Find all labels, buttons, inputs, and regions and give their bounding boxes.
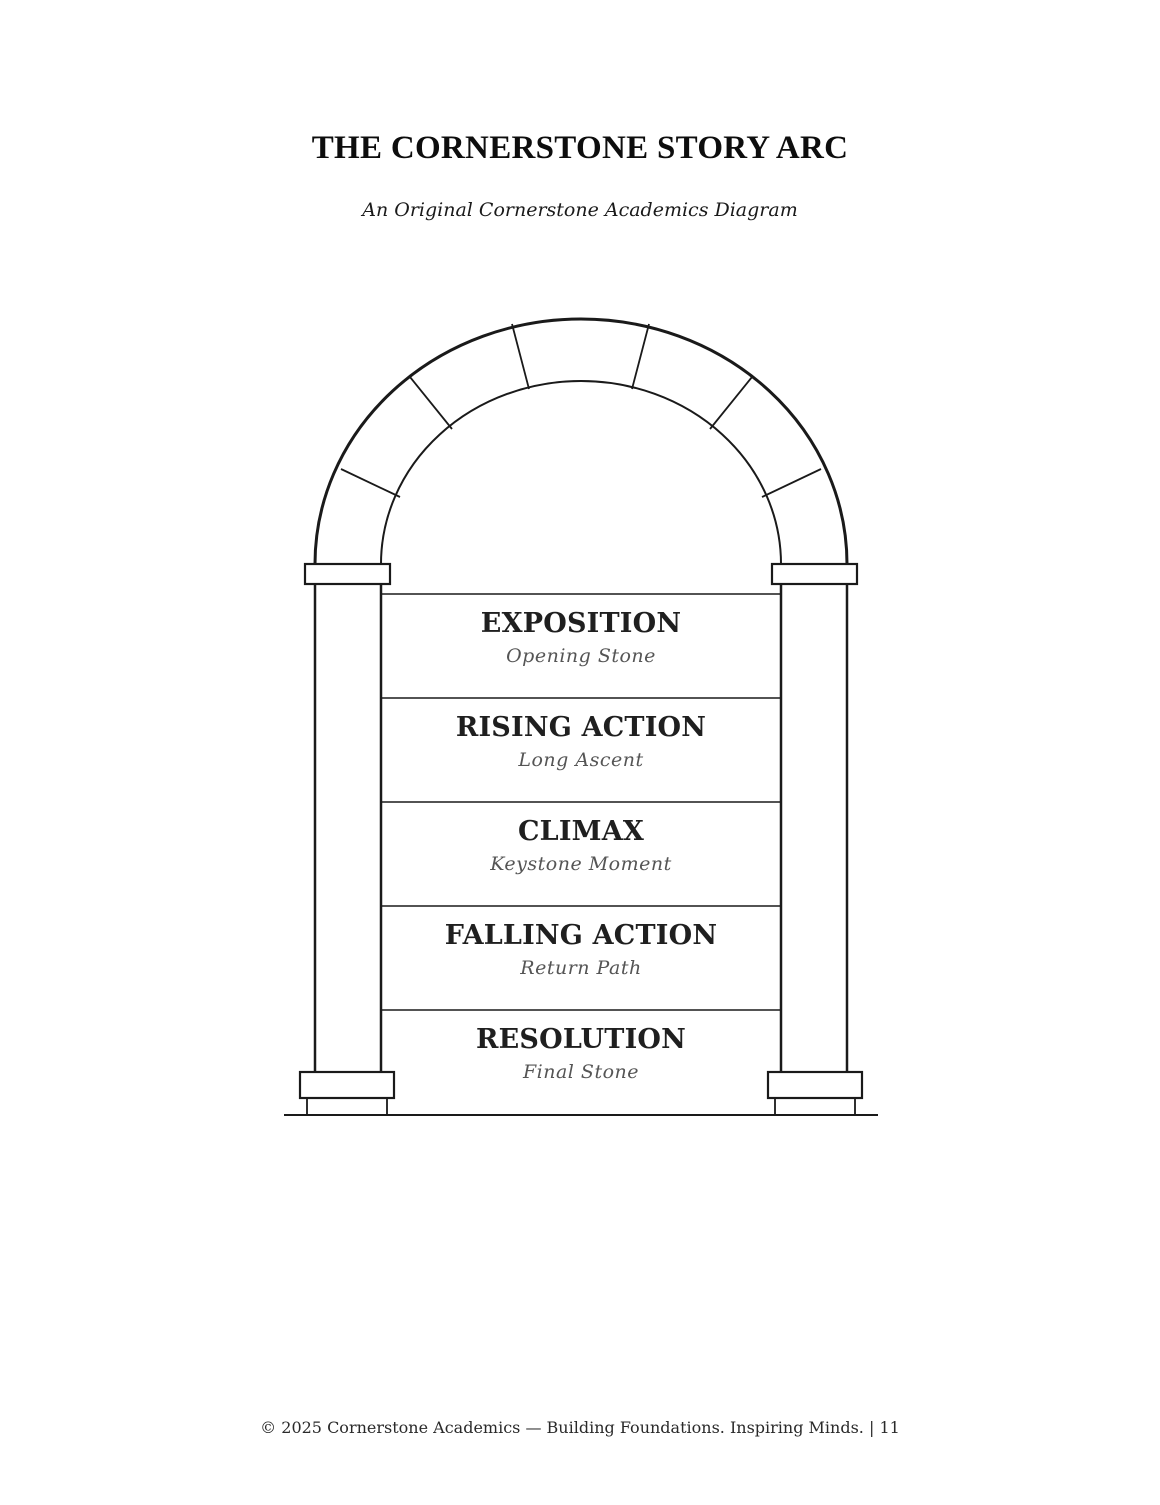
page-subtitle: An Original Cornerstone Academics Diagram [362,199,798,221]
stage-falling-action [381,906,781,1010]
stage-name: RESOLUTION [475,1024,686,1055]
stage-subtitle: Final Stone [522,1061,639,1083]
stage-name: CLIMAX [517,816,645,847]
stage-subtitle: Keystone Moment [490,853,672,875]
arch-joint [762,469,821,497]
stage-exposition [381,594,781,698]
arch-joint [632,324,649,389]
stage-subtitle: Opening Stone [506,645,656,667]
stage-name: EXPOSITION [480,608,682,639]
page-title: THE CORNERSTONE STORY ARC [311,130,849,166]
right-base [768,1072,862,1098]
right-capital [772,564,857,584]
stage-rising-action [381,698,781,802]
arch-joint [410,377,452,429]
left-capital [305,564,390,584]
stage-name: RISING ACTION [455,712,707,743]
stage-name: FALLING ACTION [444,920,718,951]
arch-joint [512,324,529,389]
arch-joint [341,469,400,497]
left-plinth [307,1098,387,1115]
arch-outer-curve [315,319,847,564]
arch-joint [710,377,752,429]
arch-inner-curve [381,381,781,564]
page-footer: © 2025 Cornerstone Academics — Building Foundations. Inspiring Minds. | 11 [260,1418,900,1437]
stage-resolution [381,1010,781,1114]
left-base [300,1072,394,1098]
right-plinth [775,1098,855,1115]
stage-subtitle: Long Ascent [518,749,644,771]
stage-climax [381,802,781,906]
stage-subtitle: Return Path [520,957,642,979]
